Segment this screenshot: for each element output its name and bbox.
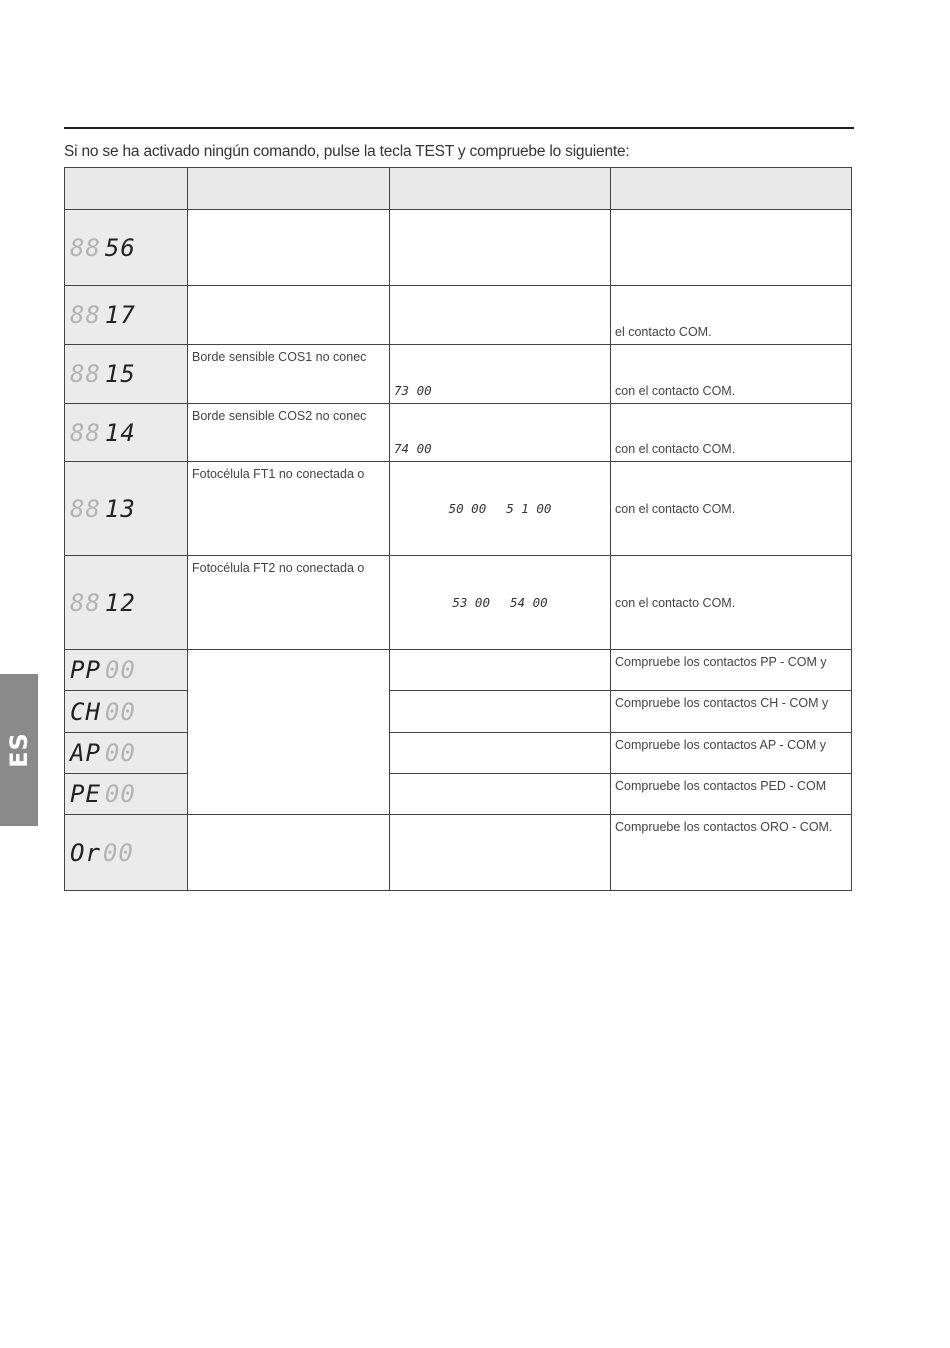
header-cell-display	[65, 168, 188, 210]
table-row	[65, 404, 852, 462]
solution-cell: con el contacto COM.	[611, 345, 852, 404]
test-cell	[390, 345, 611, 404]
header-cell-solution	[611, 168, 852, 210]
test-cell	[390, 462, 611, 556]
solution-cell: Compruebe los contactos CH - COM y	[611, 691, 852, 733]
display-cell: PE 00	[65, 774, 188, 815]
header-cell-test	[390, 168, 611, 210]
description-cell: Fotocélula FT1 no conectada o	[188, 462, 390, 556]
test-cell	[390, 404, 611, 462]
solution-cell: con el contacto COM.	[611, 556, 852, 650]
language-tab-label: ES	[5, 732, 33, 768]
solution-cell: el contacto COM.	[611, 286, 852, 345]
description-cell	[188, 815, 390, 891]
solution-cell	[611, 210, 852, 286]
solution-cell: Compruebe los contactos PP - COM y	[611, 650, 852, 691]
description-cell	[188, 286, 390, 345]
solution-cell: con el contacto COM.	[611, 404, 852, 462]
display-cell: 88 13	[65, 462, 188, 556]
table-row	[65, 774, 852, 815]
table-row	[65, 815, 852, 891]
display-cell: AP 00	[65, 733, 188, 774]
test-cell	[390, 733, 611, 774]
table-row	[65, 462, 852, 556]
top-rule	[64, 127, 854, 129]
test-code: 74 00	[394, 441, 432, 456]
description-cell: Borde sensible COS1 no conec	[188, 345, 390, 404]
display-cell: 88 17	[65, 286, 188, 345]
table-row	[65, 286, 852, 345]
test-code: 5 1 00	[506, 501, 552, 516]
solution-cell: con el contacto COM.	[611, 462, 852, 556]
table-header-row	[65, 168, 852, 210]
test-cell	[390, 774, 611, 815]
display-cell: Or00	[65, 815, 188, 891]
table-row	[65, 556, 852, 650]
test-code: 54 00	[510, 595, 548, 610]
test-cell	[390, 556, 611, 650]
display-cell: PP 00	[65, 650, 188, 691]
table-row	[65, 650, 852, 691]
solution-cell: Compruebe los contactos PED - COM	[611, 774, 852, 815]
test-cell	[390, 286, 611, 345]
intro-text: Si no se ha activado ningún comando, pulse la tecla TEST y compruebe lo siguiente:	[64, 143, 630, 160]
solution-cell: Compruebe los contactos AP - COM y	[611, 733, 852, 774]
description-cell-merged	[188, 650, 390, 815]
test-code: 50 00	[448, 501, 487, 516]
display-cell: CH 00	[65, 691, 188, 733]
display-cell: 88 15	[65, 345, 188, 404]
table-row	[65, 733, 852, 774]
test-cell	[390, 650, 611, 691]
display-cell: 88 56	[65, 210, 188, 286]
description-cell: Borde sensible COS2 no conec	[188, 404, 390, 462]
header-cell-description	[188, 168, 390, 210]
test-code: 53 00	[452, 595, 490, 610]
display-cell: 88 14	[65, 404, 188, 462]
test-code: 73 00	[394, 383, 432, 398]
test-cell	[390, 691, 611, 733]
table-row	[65, 345, 852, 404]
solution-cell: Compruebe los contactos ORO - COM.	[611, 815, 852, 891]
diagnostics-table	[64, 167, 852, 891]
table-row	[65, 210, 852, 286]
display-cell: 88 12	[65, 556, 188, 650]
description-cell: Fotocélula FT2 no conectada o	[188, 556, 390, 650]
description-cell	[188, 210, 390, 286]
table-row	[65, 691, 852, 733]
test-cell	[390, 210, 611, 286]
language-tab	[0, 674, 38, 826]
test-cell	[390, 815, 611, 891]
